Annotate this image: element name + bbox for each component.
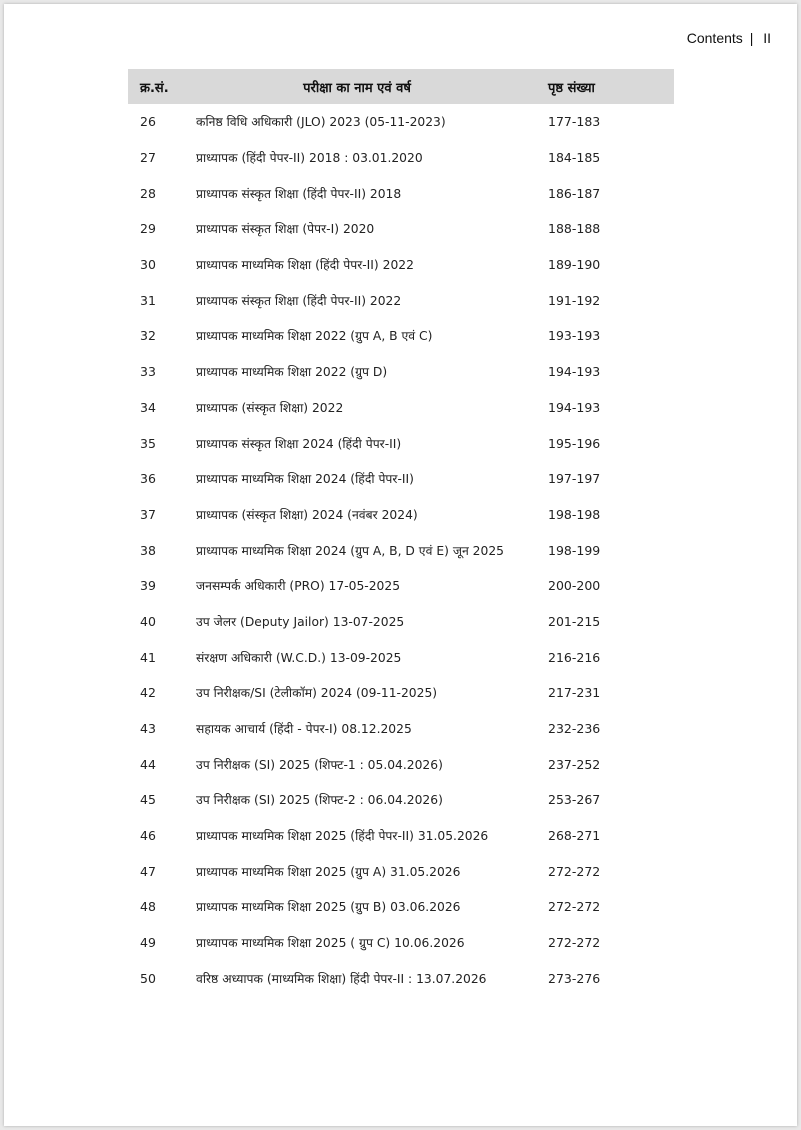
row-exam-title: सहायक आचार्य (हिंदी - पेपर-I) 08.12.2025 [196, 722, 412, 737]
row-serial: 34 [140, 399, 156, 415]
header-page-range: पृष्ठ संख्या [548, 80, 595, 96]
row-exam-title: संरक्षण अधिकारी (W.C.D.) 13-09-2025 [196, 650, 402, 665]
row-serial: 46 [140, 828, 156, 844]
row-serial: 41 [140, 649, 156, 665]
row-serial: 38 [140, 542, 156, 558]
row-exam-title: प्राध्यापक माध्यमिक शिक्षा (हिंदी पेपर-II) 2022 [196, 258, 414, 273]
row-page-range: 197-197 [548, 471, 601, 487]
running-head-separator: | [749, 30, 754, 46]
row-page-range: 184-185 [548, 150, 601, 166]
row-serial: 37 [140, 506, 156, 522]
row-serial: 31 [140, 292, 156, 308]
row-page-range: 232-236 [548, 721, 601, 737]
row-exam-title: उप निरीक्षक (SI) 2025 (शिफ्ट-1 : 05.04.2026) [196, 757, 443, 772]
row-page-range: 268-271 [548, 828, 601, 844]
row-page-range: 198-199 [548, 542, 601, 558]
table-row [128, 568, 674, 604]
row-exam-title: प्राध्यापक माध्यमिक शिक्षा 2025 (हिंदी पेपर-II) 31.05.2026 [196, 829, 489, 844]
contents-table-header [128, 69, 674, 104]
row-page-range: 195-196 [548, 435, 601, 451]
row-serial: 28 [140, 185, 156, 201]
table-row [128, 390, 674, 426]
row-exam-title: प्राध्यापक माध्यमिक शिक्षा 2025 (ग्रुप A) 31.05.2026 [196, 864, 461, 879]
row-page-range: 194-193 [548, 364, 601, 380]
table-row [128, 711, 674, 747]
table-row [128, 961, 674, 997]
running-head-label: Contents [686, 30, 743, 46]
table-row [128, 140, 674, 176]
table-row [128, 889, 674, 925]
row-serial: 27 [140, 150, 156, 166]
row-page-range: 272-272 [548, 935, 601, 951]
header-exam-title: परीक्षा का नाम एवं वर्ष [303, 80, 411, 96]
row-serial: 26 [140, 114, 156, 130]
row-serial: 40 [140, 613, 156, 629]
row-exam-title: प्राध्यापक संस्कृत शिक्षा 2024 (हिंदी पेपर-II) [196, 436, 402, 451]
header-row [128, 69, 674, 104]
row-serial: 47 [140, 863, 156, 879]
row-exam-title: प्राध्यापक माध्यमिक शिक्षा 2022 (ग्रुप D) [196, 365, 388, 380]
row-exam-title: वरिष्ठ अध्यापक (माध्यमिक शिक्षा) हिंदी पेपर-II : 13.07.2026 [196, 971, 487, 986]
row-page-range: 201-215 [548, 613, 601, 629]
row-exam-title: प्राध्यापक माध्यमिक शिक्षा 2022 (ग्रुप A, B एवं C) [196, 329, 433, 344]
row-page-range: 272-272 [548, 899, 601, 915]
table-row [128, 247, 674, 283]
row-page-range: 253-267 [548, 792, 601, 808]
row-serial: 33 [140, 364, 156, 380]
row-page-range: 272-272 [548, 863, 601, 879]
row-exam-title: उप निरीक्षक/SI (टेलीकॉम) 2024 (09-11-2025) [196, 686, 438, 701]
row-serial: 50 [140, 970, 156, 986]
table-row [128, 425, 674, 461]
row-page-range: 189-190 [548, 257, 601, 273]
row-exam-title: प्राध्यापक (संस्कृत शिक्षा) 2022 [196, 400, 344, 415]
running-head [687, 30, 771, 46]
row-serial: 48 [140, 899, 156, 915]
contents-table-body [128, 104, 674, 996]
row-page-range: 191-192 [548, 292, 601, 308]
row-serial: 29 [140, 221, 156, 237]
table-row [128, 318, 674, 354]
row-page-range: 193-193 [548, 328, 601, 344]
row-page-range: 186-187 [548, 185, 601, 201]
table-row [128, 532, 674, 568]
row-serial: 44 [140, 756, 156, 772]
table-row [128, 354, 674, 390]
row-serial: 30 [140, 257, 156, 273]
row-exam-title: कनिष्ठ विधि अधिकारी (JLO) 2023 (05-11-2023) [196, 115, 446, 130]
table-row [128, 282, 674, 318]
row-exam-title: प्राध्यापक संस्कृत शिक्षा (पेपर-I) 2020 [196, 222, 375, 237]
table-row [128, 853, 674, 889]
row-serial: 42 [140, 685, 156, 701]
table-row [128, 461, 674, 497]
row-exam-title: प्राध्यापक माध्यमिक शिक्षा 2025 ( ग्रुप C) 10.06.2026 [196, 936, 465, 951]
table-row [128, 925, 674, 961]
row-serial: 39 [140, 578, 156, 594]
document-page [4, 4, 797, 1126]
row-serial: 35 [140, 435, 156, 451]
row-exam-title: उप निरीक्षक (SI) 2025 (शिफ्ट-2 : 06.04.2026) [196, 793, 443, 808]
row-serial: 32 [140, 328, 156, 344]
table-row [128, 604, 674, 640]
row-exam-title: उप जेलर (Deputy Jailor) 13-07-2025 [196, 614, 405, 629]
row-page-range: 198-198 [548, 506, 601, 522]
row-page-range: 200-200 [548, 578, 601, 594]
row-exam-title: प्राध्यापक (संस्कृत शिक्षा) 2024 (नवंबर 2024) [196, 507, 418, 522]
row-exam-title: प्राध्यापक संस्कृत शिक्षा (हिंदी पेपर-II) 2022 [196, 293, 402, 308]
contents-table [128, 69, 674, 996]
table-row [128, 818, 674, 854]
row-exam-title: प्राध्यापक माध्यमिक शिक्षा 2025 (ग्रुप B) 03.06.2026 [196, 900, 461, 915]
table-row [128, 104, 674, 140]
row-serial: 45 [140, 792, 156, 808]
page-number: II [763, 30, 771, 46]
table-row [128, 782, 674, 818]
table-row [128, 746, 674, 782]
row-exam-title: जनसम्पर्क अधिकारी (PRO) 17-05-2025 [196, 579, 401, 594]
table-row [128, 639, 674, 675]
row-serial: 36 [140, 471, 156, 487]
row-serial: 43 [140, 721, 156, 737]
table-row [128, 675, 674, 711]
row-page-range: 237-252 [548, 756, 601, 772]
header-serial: क्र.सं. [140, 80, 169, 96]
row-page-range: 194-193 [548, 399, 601, 415]
row-exam-title: प्राध्यापक संस्कृत शिक्षा (हिंदी पेपर-II) 2018 [196, 186, 402, 201]
table-row [128, 175, 674, 211]
table-row [128, 497, 674, 533]
row-exam-title: प्राध्यापक माध्यमिक शिक्षा 2024 (ग्रुप A, B, D एवं E) जून 2025 [196, 543, 504, 558]
row-page-range: 216-216 [548, 649, 601, 665]
row-page-range: 177-183 [548, 114, 601, 130]
row-exam-title: प्राध्यापक (हिंदी पेपर-II) 2018 : 03.01.2020 [196, 151, 423, 166]
row-exam-title: प्राध्यापक माध्यमिक शिक्षा 2024 (हिंदी पेपर-II) [196, 472, 414, 487]
table-row [128, 211, 674, 247]
row-serial: 49 [140, 935, 156, 951]
row-page-range: 273-276 [548, 970, 601, 986]
row-page-range: 217-231 [548, 685, 601, 701]
row-page-range: 188-188 [548, 221, 601, 237]
